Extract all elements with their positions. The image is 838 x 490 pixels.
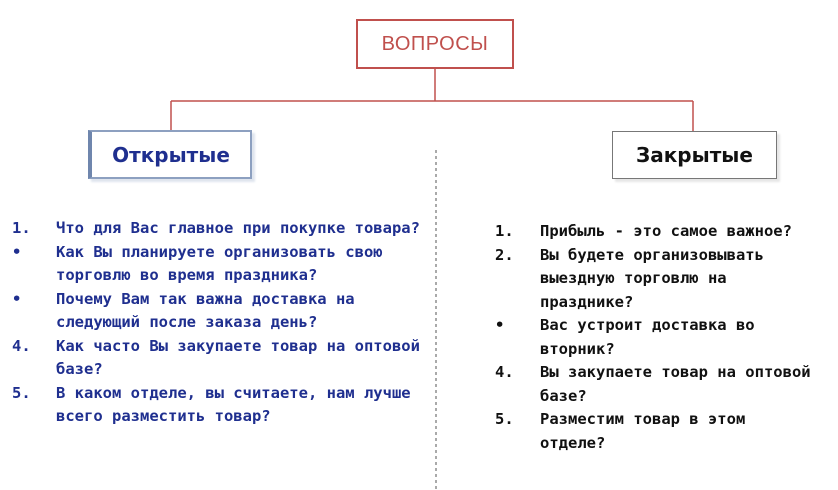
list-item <box>495 220 815 244</box>
question-text: Разместим товар в этом отделе? <box>540 410 746 452</box>
list-item <box>12 217 422 241</box>
list-item <box>495 408 815 455</box>
list-item <box>495 244 815 315</box>
list-marker: • <box>12 289 22 308</box>
list-marker: 4. <box>12 336 31 355</box>
list-marker: 4. <box>495 363 514 381</box>
list-item <box>495 314 815 361</box>
question-text: Что для Вас главное при покупке товара? <box>56 219 420 237</box>
open-questions-box <box>88 130 252 179</box>
list-item <box>12 288 422 335</box>
root-label: ВОПРОСЫ <box>381 32 489 55</box>
question-text: Вас устроит доставка во вторник? <box>540 316 755 358</box>
question-text: Почему Вам так важна доставка на следующий после заказа день? <box>56 289 355 331</box>
closed-questions-list <box>495 220 815 455</box>
list-item <box>495 361 815 408</box>
list-marker: 1. <box>12 219 31 237</box>
question-text: Вы будете организовывать выездную торговлю на празднике? <box>540 245 764 311</box>
list-marker: 1. <box>495 222 514 240</box>
list-item <box>12 241 422 288</box>
question-text: Прибыль - это самое важное? <box>540 222 792 240</box>
list-marker: 5. <box>12 383 31 402</box>
list-marker: • <box>495 316 505 334</box>
root-box-questions <box>356 19 514 69</box>
list-item <box>12 335 422 382</box>
closed-questions-box <box>612 131 777 179</box>
question-text: Как Вы планируете организовать свою торговлю во время праздника? <box>56 242 383 284</box>
question-text: Как часто Вы закупаете товар на оптовой базе? <box>56 336 420 378</box>
list-item <box>12 382 422 429</box>
question-text: В каком отделе, вы считаете, нам лучше всего разместить товар? <box>56 383 411 425</box>
open-questions-list <box>12 217 422 429</box>
open-questions-label: Открытые <box>112 142 230 167</box>
list-marker: 5. <box>495 410 514 428</box>
list-marker: 2. <box>495 245 514 264</box>
question-text: Вы закупаете товар на оптовой базе? <box>540 363 811 405</box>
closed-questions-label: Закрытые <box>636 143 753 167</box>
list-marker: • <box>12 242 22 261</box>
